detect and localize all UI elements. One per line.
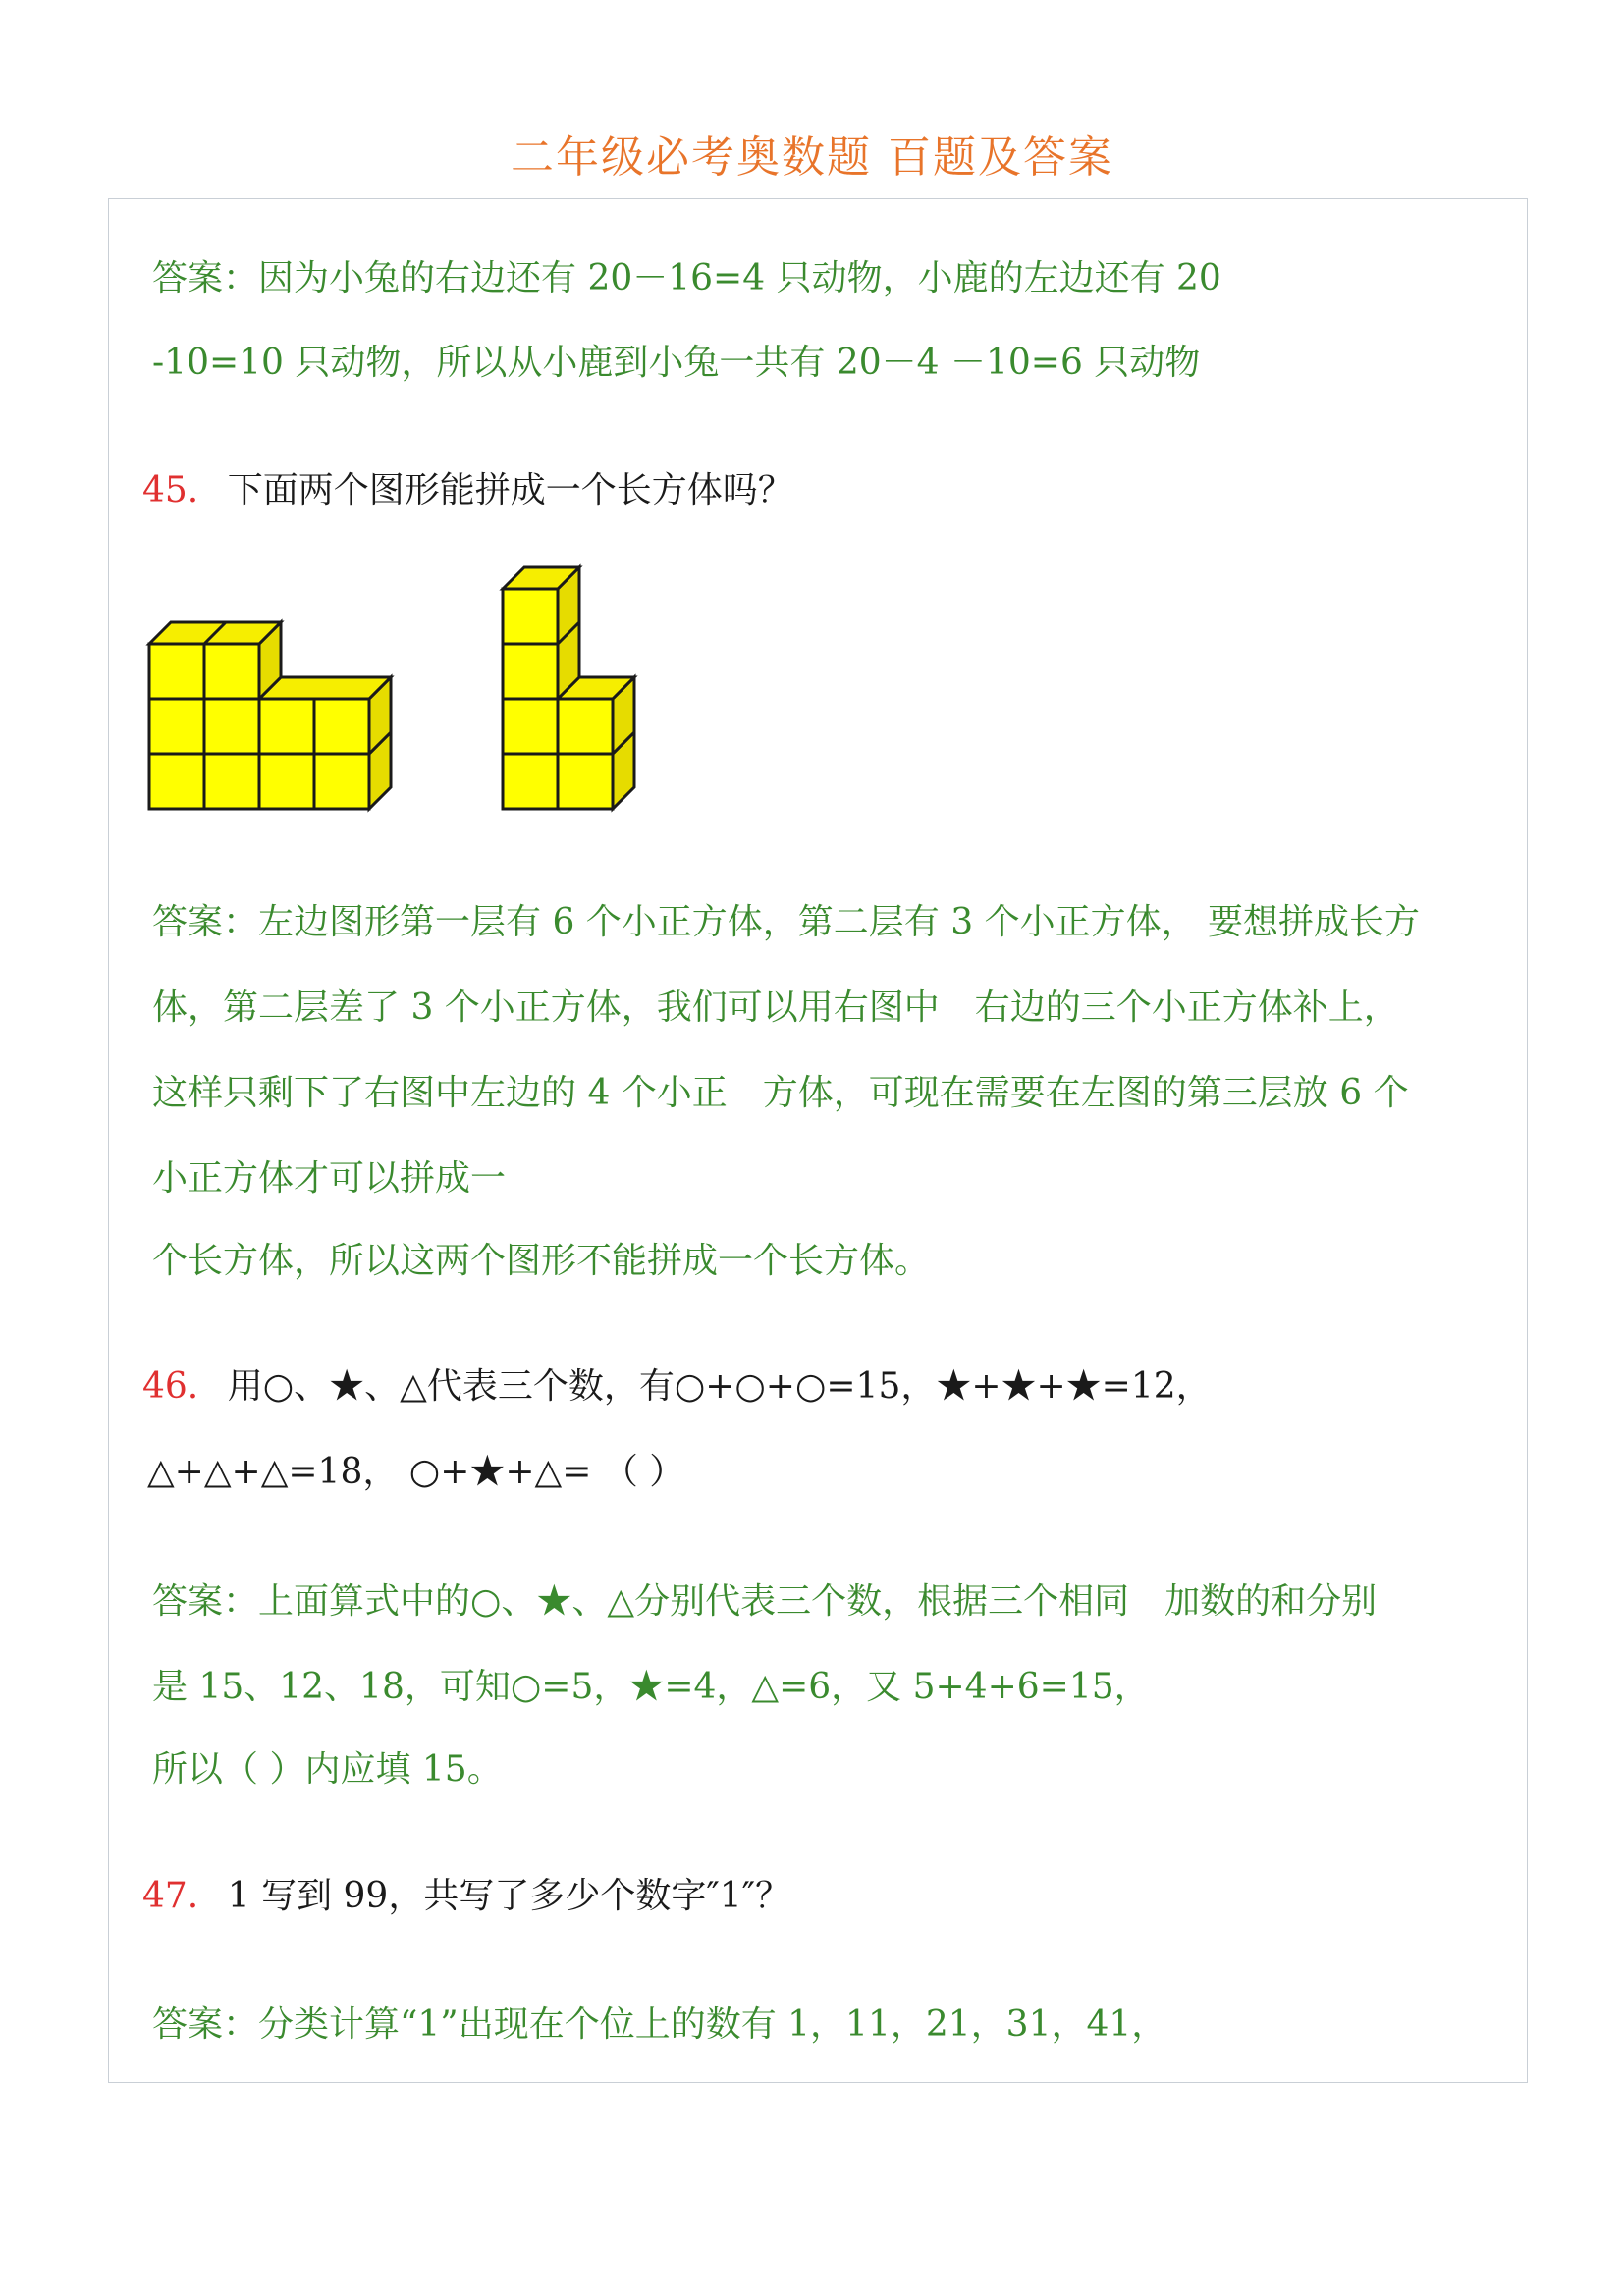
right-cube-b2 <box>558 754 613 809</box>
q45-answer-line-5: 个长方体，所以这两个图形不能拼成一个长方体。 <box>152 1241 931 1281</box>
right-cube-b1 <box>503 754 558 809</box>
left-cube-m1 <box>149 699 204 754</box>
left-cube-t1 <box>149 644 204 699</box>
left-cube-m2 <box>204 699 259 754</box>
q47-question-text: 1 写到 99，共写了多少个数字″1″？ <box>227 1876 791 1916</box>
q46-question-text: 用○、★、△代表三个数，有○+○+○=15，★+★+★=12， <box>227 1366 1212 1407</box>
page-title: 二年级必考奥数题 百题及答案 <box>511 133 1113 183</box>
q46-answer-line-2: 是 15、12、18，可知○=5，★=4，△=6，又 5+4+6=15， <box>152 1667 1150 1707</box>
left-cube-m3 <box>259 699 314 754</box>
q46-answer-line-1: 答案：上面算式中的○、★、△分别代表三个数，根据三个相同 加数的和分别 <box>152 1581 1378 1622</box>
q47-number: 47. <box>142 1876 199 1916</box>
q46-question-line-1 <box>142 1365 1212 1409</box>
right-cube-m1 <box>503 699 558 754</box>
q45-question <box>142 469 793 512</box>
q47-question <box>142 1875 790 1918</box>
right-cube-m2 <box>558 699 613 754</box>
q45-answer-line-2: 体，第二层差了 3 个小正方体，我们可以用右图中 右边的三个小正方体补上， <box>152 988 1399 1028</box>
cube-figures-svg <box>141 550 672 813</box>
cube-figures <box>141 550 672 813</box>
q45-answer-line-1: 答案：左边图形第一层有 6 个小正方体，第二层有 3 个小正方体， 要想拼成长方 <box>152 902 1421 942</box>
left-shape <box>149 622 391 809</box>
q44-answer-line-2: -10=10 只动物，所以从小鹿到小兔一共有 20－4 －10=6 只动物 <box>152 343 1201 383</box>
left-cube-b4 <box>314 754 369 809</box>
q46-number: 46. <box>142 1366 199 1407</box>
right-cube-t1 <box>503 644 558 699</box>
left-cube-b3 <box>259 754 314 809</box>
q45-question-text: 下面两个图形能拼成一个长方体吗？ <box>227 470 793 510</box>
left-cube-b1 <box>149 754 204 809</box>
q47-answer-line-1: 答案：分类计算“1”出现在个位上的数有 1，11，21，31，41， <box>152 2004 1167 2045</box>
q45-answer-line-4: 小正方体才可以拼成一 <box>152 1158 507 1199</box>
q45-answer-line-3: 这样只剩下了右图中左边的 4 个小正 方体，可现在需要在左图的第三层放 6 个 <box>152 1073 1409 1113</box>
left-cube-m4 <box>314 699 369 754</box>
left-cube-t2 <box>204 644 259 699</box>
left-cube-b2 <box>204 754 259 809</box>
q45-number: 45. <box>142 470 199 510</box>
q46-question-line-2: △+△+△=18， ○+★+△= （ ） <box>147 1452 685 1492</box>
q46-answer-line-3: 所以（ ）内应填 15。 <box>152 1749 503 1789</box>
q44-answer-line-1: 答案：因为小兔的右边还有 20－16=4 只动物，小鹿的左边还有 20 <box>152 258 1221 298</box>
right-cube-t2 <box>503 589 558 644</box>
right-shape <box>503 567 634 809</box>
